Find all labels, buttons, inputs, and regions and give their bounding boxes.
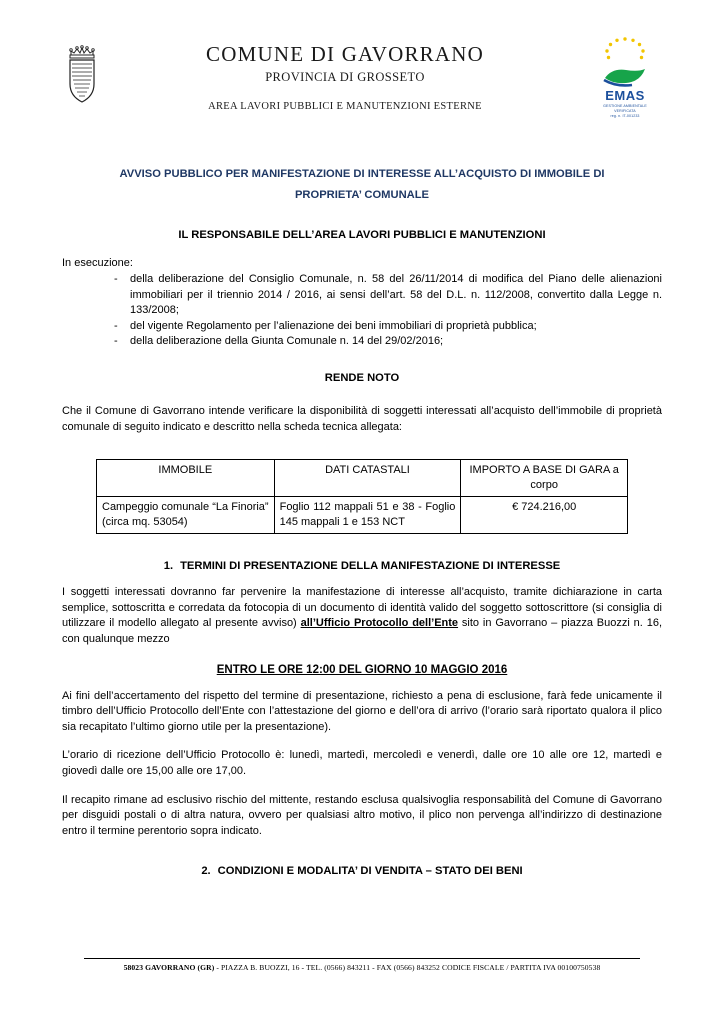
comune-name: COMUNE DI GAVORRANO	[206, 42, 484, 66]
emas-leaf-icon	[602, 66, 648, 88]
document-header	[62, 30, 662, 126]
emas-sub-line2: VERIFICATA	[614, 108, 636, 113]
section-1-number: 1.	[163, 560, 174, 573]
coat-of-arms-icon	[62, 30, 102, 106]
list-item-text: della deliberazione della Giunta Comunale n. 14 del 29/02/2016;	[130, 335, 444, 348]
esecuzione-intro: In esecuzione:	[62, 257, 133, 270]
document-title	[62, 164, 662, 205]
list-item-text: della deliberazione del Consiglio Comunale, n. 58 del 26/11/2014 di modifica del Piano delle alienazioni immobiliari per il triennio 2014 / 2016, ai sensi dell’art. 58 del D.L. n. 112/2008, convertito dalla Legge n. 133/2008;	[130, 273, 662, 317]
table-header-row	[97, 460, 628, 497]
list-item	[62, 334, 662, 350]
section-1-paragraph-3: L’orario di ricezione dell’Ufficio Protocollo è: lunedì, martedì, mercoledì e venerdì, dalle ore 10 alle ore 12, martedì e giovedì dalle ore 15,00 alle ore 17,00.	[62, 749, 662, 777]
rende-noto-body: Che il Comune di Gavorrano intende verificare la disponibilità di soggetti interessati all’acquisto dell’immobile di proprietà comunale di seguito indicato e descritto nella scheda tecnica allegata:	[62, 405, 662, 433]
section-1-heading	[62, 560, 662, 572]
dash-marker: -	[114, 273, 118, 286]
section-1-paragraph-4: Il recapito rimane ad esclusivo rischio del mittente, restando esclusa qualsivoglia responsabilità del Comune di Gavorrano per disguidi postali o di altra natura, ovvero per qualsiasi altro motivo, il plico non pervenga all’indirizzo di destinazione entro il termine perentorio sopra indicato.	[62, 793, 662, 837]
title-line-1: AVVISO PUBBLICO PER MANIFESTAZIONE DI INTERESSE ALL’ACQUISTO DI IMMOBILE DI	[119, 168, 605, 180]
footer-divider	[84, 958, 640, 959]
column-header-importo: IMPORTO A BASE DI GARA a corpo	[461, 460, 628, 497]
section-1-p1-part-a: I soggetti interessati dovranno far pervenire la manifestazione di interesse all’acquisto, tramite dichiarazione in carta semplice, sottoscritta e corredata da fotocopia di un documento di identità valido del soggetto sottoscrittore (si consiglia di utilizzare il modello allegato al presente avviso)	[62, 586, 662, 630]
title-line-2: PROPRIETA’ COMUNALE	[294, 188, 430, 201]
column-header-dati-catastali: DATI CATASTALI	[274, 460, 461, 497]
eu-stars-icon	[599, 36, 651, 64]
dash-marker: -	[114, 319, 118, 332]
emas-sub-line3: reg. n. IT-001233	[610, 113, 640, 118]
section-1-paragraph-1	[62, 585, 662, 647]
deadline-text: ENTRO LE ORE 12:00 DEL GIORNO 10 MAGGIO 2016	[216, 663, 508, 676]
section-2-heading	[62, 865, 662, 877]
footer-text	[62, 963, 662, 972]
section-1-p1-part-b: sito in Gavorrano – piazza Buozzi n. 16, con qualunque mezzo	[62, 617, 662, 645]
emas-logo	[588, 30, 662, 119]
footer-contact: - PIAZZA B. BUOZZI, 16 - TEL. (0566) 843211 - FAX (0566) 843252 CODICE FISCALE / PARTITA IVA 00100750538	[214, 963, 601, 972]
dash-marker: -	[114, 335, 118, 348]
list-item-text: del vigente Regolamento per l’alienazione dei beni immobiliari di proprietà pubblica;	[130, 319, 537, 332]
immobile-table	[96, 459, 628, 534]
provincia-name: PROVINCIA DI GROSSETO	[265, 70, 425, 84]
esecuzione-list	[62, 272, 662, 350]
section-2-number: 2.	[201, 865, 211, 878]
section-2-title: CONDIZIONI E MODALITA’ DI VENDITA – STATO DEI BENI	[217, 865, 523, 878]
emas-wordmark: EMAS	[605, 88, 645, 103]
ufficio-protocollo-emphasis: all’Ufficio Protocollo dell’Ente	[300, 617, 459, 630]
list-item	[62, 319, 662, 335]
emas-subtext	[588, 104, 662, 119]
rende-noto-heading: RENDE NOTO	[324, 372, 400, 385]
cell-importo: € 724.216,00	[461, 497, 628, 534]
document-footer	[62, 958, 662, 972]
list-item	[62, 272, 662, 319]
footer-city: 58023 GAVORRANO (GR)	[123, 963, 215, 972]
section-1-paragraph-2: Ai fini dell’accertamento del rispetto del termine di presentazione, richiesto a pena di esclusione, farà fede unicamente il timbro dell’Ufficio Protocollo dell’Ente con l’attestazione del giorno e dell’ora di arrivo (l’orario sarà riportato qualora il plico sia recapitato l’ultimo giorno utile per la presentazione).	[62, 689, 662, 733]
area-name: AREA LAVORI PUBBLICI E MANUTENZIONI ESTERNE	[208, 101, 482, 112]
emas-sub-line1: GESTIONE AMBIENTALE	[603, 104, 647, 108]
table-row	[97, 497, 628, 534]
header-titles	[102, 30, 588, 112]
cell-immobile: Campeggio comunale “La Finoria” (circa mq. 53054)	[97, 497, 275, 534]
column-header-immobile: IMMOBILE	[97, 460, 275, 497]
responsabile-line: IL RESPONSABILE DELL’AREA LAVORI PUBBLICI E MANUTENZIONI	[178, 229, 546, 242]
cell-dati-catastali: Foglio 112 mappali 51 e 38 - Foglio 145 mappali 1 e 153 NCT	[274, 497, 461, 534]
section-1-title: TERMINI DI PRESENTAZIONE DELLA MANIFESTAZIONE DI INTERESSE	[180, 560, 561, 573]
